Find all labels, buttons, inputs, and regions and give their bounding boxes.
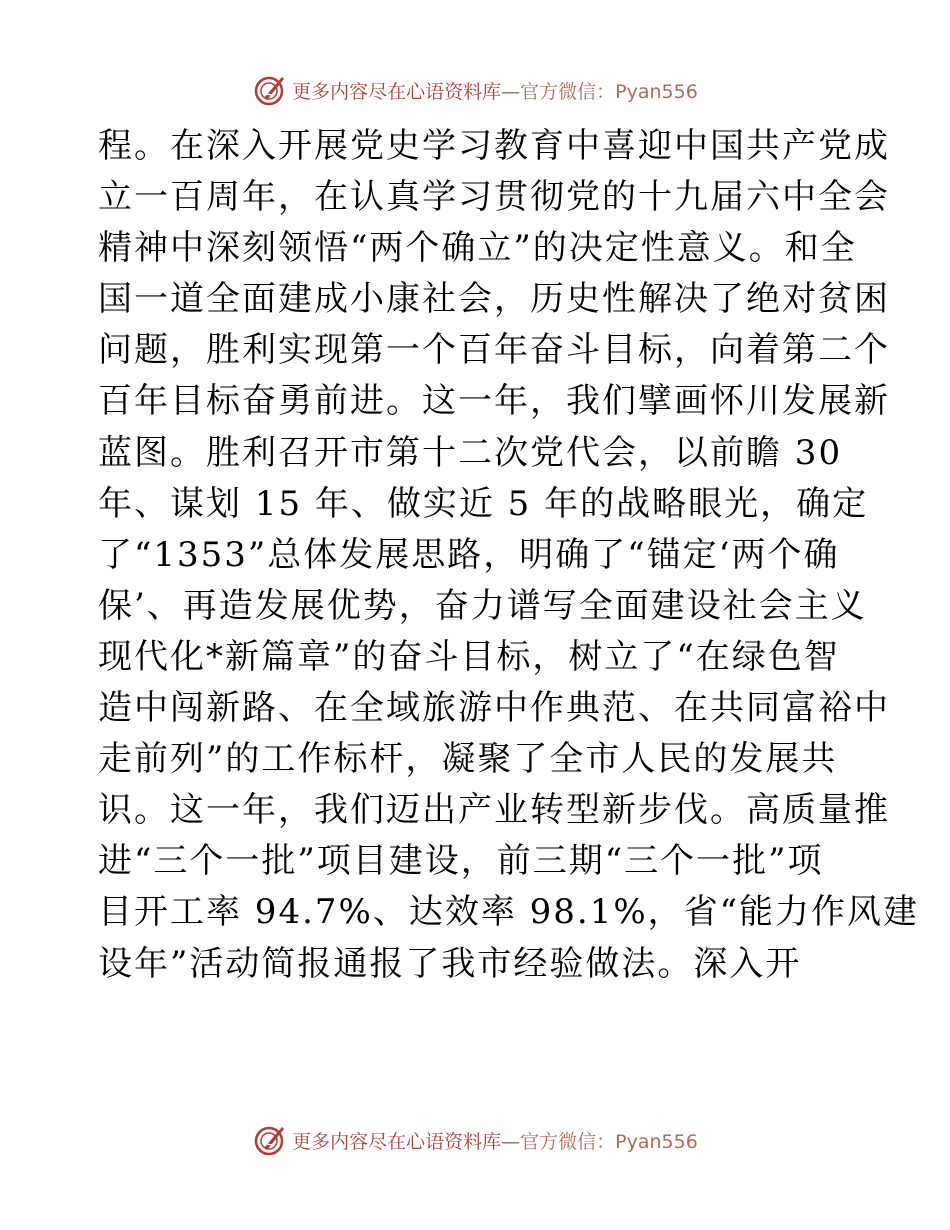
header-banner-wechat: 官方微信：Pyan556 xyxy=(520,80,698,103)
header-banner xyxy=(0,70,950,110)
text-line: 问题，胜利实现第一个百年奋斗目标，向着第二个 xyxy=(98,330,890,371)
text-line: 识。这一年，我们迈出产业转型新步伐。高质量推 xyxy=(98,790,890,831)
text-line: 保’、再造发展优势，奋力谱写全面建设社会主义 xyxy=(98,585,867,626)
header-banner-dash: — xyxy=(501,80,521,103)
text-line: 精神中深刻领悟“两个确立”的决定性意义。和全 xyxy=(98,228,857,269)
quill-logo-icon xyxy=(252,1122,288,1158)
body-text xyxy=(98,121,920,990)
text-line: 走前列”的工作标杆，凝聚了全市人民的发展共 xyxy=(98,739,838,780)
footer-banner-text xyxy=(292,1127,698,1154)
footer-banner xyxy=(0,1120,950,1160)
text-line: 设年”活动简报通报了我市经验做法。深入开 xyxy=(98,943,802,984)
footer-banner-content xyxy=(252,1122,698,1158)
text-line: 程。在深入开展党史学习教育中喜迎中国共产党成 xyxy=(98,126,890,166)
text-line: 现代化*新篇章”的奋斗目标，树立了“在绿色智 xyxy=(98,636,840,677)
footer-banner-main: 更多内容尽在心语资料库 xyxy=(292,1130,502,1153)
text-line: 百年目标奋勇前进。这一年，我们擘画怀川发展新 xyxy=(98,381,890,422)
footer-banner-dash: — xyxy=(501,1130,521,1153)
quill-logo-icon xyxy=(252,72,288,108)
text-line: 蓝图。胜利召开市第十二次党代会，以前瞻 30 xyxy=(98,432,843,473)
text-line: 国一道全面建成小康社会，历史性解决了绝对贫困 xyxy=(98,279,890,320)
text-line: 年、谋划 15 年、做实近 5 年的战略眼光，确定 xyxy=(98,483,869,524)
header-banner-text xyxy=(292,77,698,104)
text-line: 进“三个一批”项目建设，前三期“三个一批”项 xyxy=(98,841,824,882)
header-banner-main: 更多内容尽在心语资料库 xyxy=(292,80,502,103)
text-line: 目开工率 94.7%、达效率 98.1%，省“能力作风建 xyxy=(98,892,920,933)
text-line: 了“1353”总体发展思路，明确了“锚定‘两个确 xyxy=(98,534,840,575)
header-banner-content xyxy=(252,72,698,108)
text-line: 造中闯新路、在全域旅游中作典范、在共同富裕中 xyxy=(98,688,890,729)
footer-banner-wechat: 官方微信：Pyan556 xyxy=(520,1130,698,1153)
text-line: 立一百周年，在认真学习贯彻党的十九届六中全会 xyxy=(98,177,890,218)
